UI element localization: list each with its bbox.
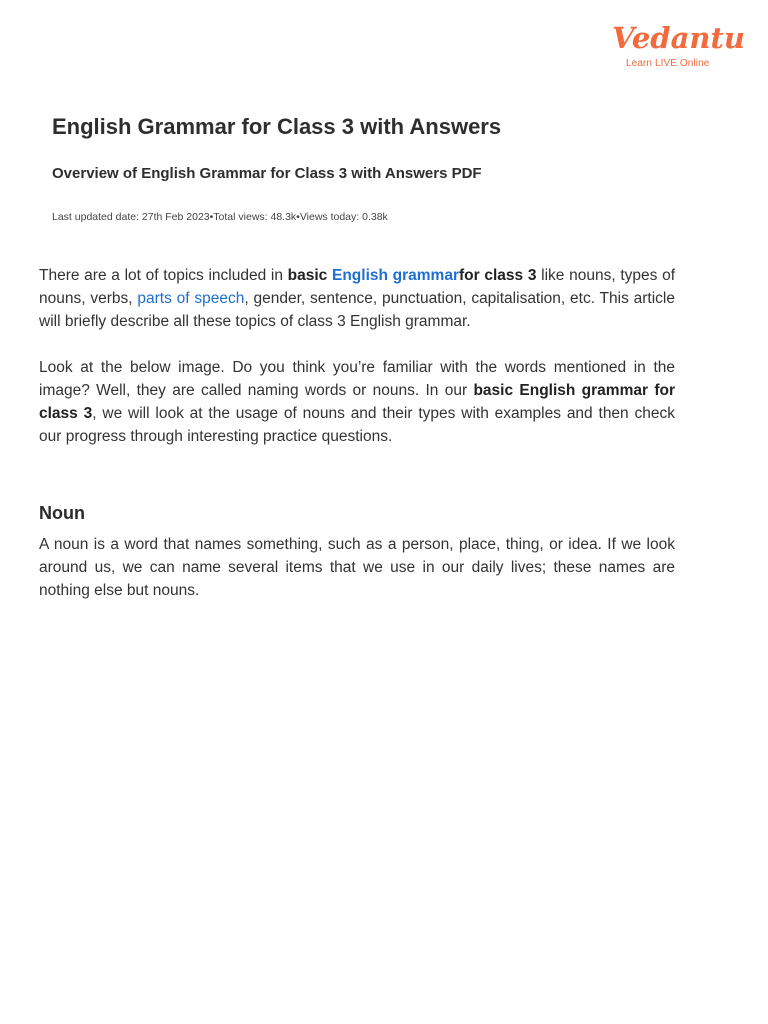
- article-meta: Last updated date: 27th Feb 2023•Total views: 48.3k•Views today: 0.38k: [52, 211, 388, 223]
- intro-bold-2: for class 3: [459, 267, 537, 284]
- vedantu-logo-mark: [612, 18, 745, 58]
- image-intro-text-1: Look at the below image. Do you think you’re familiar with the words mentioned in the image? Well, they are called naming words or nouns. In our: [39, 359, 675, 399]
- image-intro-paragraph: [39, 356, 675, 448]
- noun-definition-paragraph: A noun is a word that names something, such as a person, place, thing, or idea. If we look around us, we can name several items that we use in our daily lives; these names are nothing else but nouns.: [39, 536, 675, 599]
- intro-text-2: like nouns, types of nouns, verbs,: [39, 267, 676, 307]
- logo-tagline: Learn LIVE Online: [626, 58, 710, 69]
- intro-text-3: , gender, sentence, punctuation, capitalisation, etc. This article will briefly describe all these topics of class 3 English grammar.: [39, 290, 675, 330]
- noun-heading: Noun: [39, 503, 85, 523]
- page-title: English Grammar for Class 3 with Answers: [52, 114, 502, 139]
- vedantu-wordmark: Vedantu: [612, 21, 745, 55]
- intro-paragraph: [39, 264, 675, 333]
- vedantu-logo[interactable]: [612, 18, 745, 74]
- image-intro-text-2: , we will look at the usage of nouns and their types with examples and then check our progress through interesting practice questions.: [39, 405, 676, 445]
- image-intro-bold: basic English grammar for class 3: [39, 382, 675, 422]
- page-subtitle: Overview of English Grammar for Class 3 with Answers PDF: [52, 165, 482, 182]
- parts-of-speech-link[interactable]: parts of speech: [137, 290, 245, 307]
- english-grammar-link[interactable]: English grammar: [331, 267, 459, 284]
- intro-text-1: There are a lot of topics included in: [39, 267, 288, 284]
- intro-bold-1: basic: [287, 267, 332, 284]
